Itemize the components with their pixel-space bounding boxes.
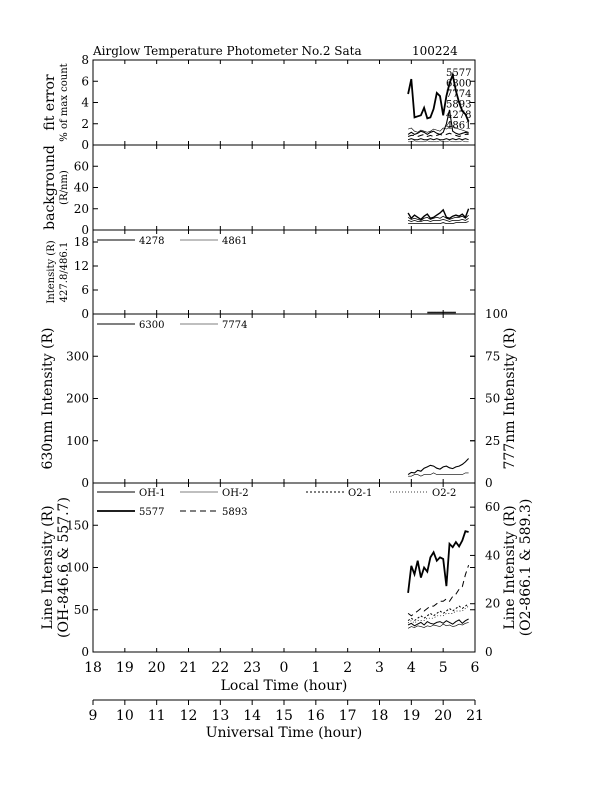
local-time-tick-label: 23 [243,660,262,676]
y-axis-label: 427.8/486.1 [59,241,70,303]
y2-tick-label: 60 [485,500,501,515]
ut-tick-label: 18 [370,708,389,724]
legend-label: O2-1 [348,488,373,499]
series-line-4861 [408,141,469,142]
local-time-tick-label: 21 [179,660,198,676]
series-line-5577 [408,531,469,593]
y-tick-label: 20 [73,201,89,216]
series-line-bg-4 [408,222,469,224]
y-tick-label: 100 [66,433,89,448]
ut-tick-label: 16 [306,708,325,724]
legend-label: 6300 [139,320,165,331]
ut-tick-label: 14 [243,708,262,724]
series-label: 4861 [446,120,472,132]
series-label: 7774 [446,89,472,100]
ut-tick-label: 15 [275,708,293,724]
y2-tick-label: 75 [485,349,501,364]
panel-2 [42,145,475,237]
series-label: 5893 [446,99,472,111]
series-line-OH-1 [408,619,469,626]
y-axis-label: Line Intensity (R) [40,505,56,630]
local-time-tick-label: 3 [375,660,384,676]
y2-tick-label: 25 [485,433,501,448]
y-tick-label: 300 [66,349,89,364]
y2-tick-label: 0 [485,476,493,490]
y-tick-label: 4 [81,95,89,110]
ut-tick-label: 20 [434,708,453,724]
y2-axis-label: Line Intensity (R) [502,505,518,630]
series-line-6300 [408,459,469,475]
y-tick-label: 8 [81,53,89,67]
y-tick-label: 200 [66,391,89,406]
y-tick-label: 0 [81,476,89,490]
y-axis-label: background [42,145,58,230]
y-tick-label: 0 [81,307,89,321]
y2-axis-label: (O2-866.1 & 589.3) [518,498,534,637]
series-line-4278 [408,139,469,140]
series-label: 5577 [446,68,472,79]
local-time-tick-label: 18 [84,660,102,676]
local-time-tick-label: 2 [343,660,353,676]
y-tick-label: 12 [73,259,89,273]
legend-label: OH-2 [222,488,249,499]
y2-tick-label: 50 [485,391,501,406]
y-tick-label: 40 [73,180,89,195]
y-tick-label: 2 [81,116,89,131]
panel-5 [40,483,534,659]
series-label: 4278 [446,110,472,121]
y2-axis-label: 777nm Intensity (R) [502,327,518,470]
y2-tick-label: 100 [485,307,508,321]
local-time-tick-label: 1 [311,660,321,676]
y-tick-label: 100 [66,560,89,575]
legend-label: O2-2 [432,488,457,499]
panel-1 [42,53,475,152]
panel-frame [93,314,475,483]
y-tick-label: 150 [66,518,89,533]
legend-label: 7774 [222,320,248,331]
local-time-tick-label: 19 [115,660,134,676]
ut-tick-label: 19 [402,708,421,724]
y2-tick-label: 0 [485,645,493,659]
series-line-O2-1 [408,604,469,621]
ut-tick-label: 11 [147,708,166,724]
y-axis-label: % of max count [59,63,70,142]
series-line-5893 [408,565,469,616]
ut-axis-label: Universal Time (hour) [205,725,363,741]
y-tick-label: 0 [81,223,89,237]
local-time-tick-label: 4 [406,660,416,676]
series-line-7774 [408,473,469,476]
local-time-tick-label: 6 [470,660,480,676]
y-tick-label: 60 [73,159,89,174]
legend-label: 5893 [222,507,248,518]
chart-date: 100224 [412,44,458,58]
y-tick-label: 0 [81,138,89,152]
series-label: 6300 [446,78,472,90]
legend-label: 4278 [139,236,165,247]
y-tick-label: 50 [73,602,89,617]
series-line-OH-2 [408,622,469,628]
legend-label: 5577 [139,507,165,518]
ut-tick-label: 12 [179,708,198,724]
local-time-tick-label: 5 [438,660,448,676]
panel-4 [40,307,518,490]
y-tick-label: 18 [73,235,89,249]
series-line-bg-3 [408,218,469,221]
ut-tick-label: 17 [338,708,357,724]
ut-tick-label: 13 [211,708,230,724]
panel-3 [46,230,475,321]
y-axis-label: (OH-846.6 & 557.7) [56,497,72,638]
ut-tick-label: 10 [115,708,134,724]
y-axis-label: 630nm Intensity (R) [40,327,56,470]
y-tick-label: 6 [81,74,89,89]
y-axis-label: fit error [42,74,58,131]
local-time-tick-label: 20 [147,660,166,676]
ut-tick-label: 9 [88,708,98,724]
y-tick-label: 0 [81,645,89,659]
local-time-tick-label: 22 [211,660,230,676]
legend-label: OH-1 [139,488,166,499]
y-axis-label: Intensity (R) [46,240,57,304]
local-time-axis-label: Local Time (hour) [220,678,348,694]
local-time-tick-label: 0 [279,660,289,676]
y2-tick-label: 20 [485,596,501,611]
y-axis-label: (R/nm) [59,170,70,205]
chart-title: Airglow Temperature Photometer No.2 Sata [93,44,362,58]
ut-tick-label: 21 [466,708,484,724]
y2-tick-label: 40 [485,548,501,563]
legend-label: 4861 [222,236,248,247]
y-tick-label: 6 [81,283,89,297]
